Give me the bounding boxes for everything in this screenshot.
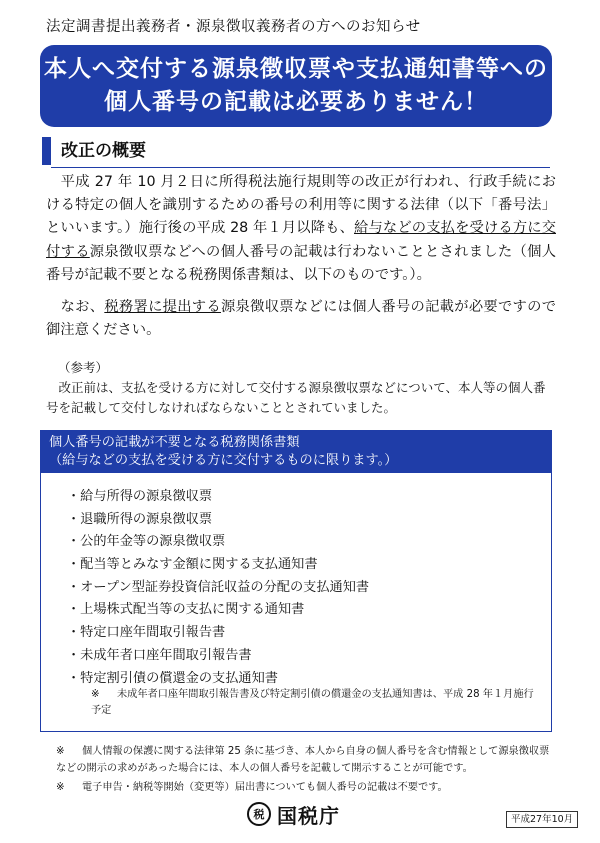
nta-logo — [247, 800, 340, 828]
footnote-mark: ※ — [56, 746, 65, 757]
footnote — [56, 780, 556, 797]
list-item: ・給与所得の源泉徴収票 — [67, 489, 213, 504]
paragraph-revision — [46, 171, 556, 287]
list-box-heading-line-2: （給与などの支払を受ける方に交付するものに限ります。） — [49, 453, 398, 468]
date-stamp: 平成27年10月 — [506, 811, 578, 828]
list-item: ・特定口座年間取引報告書 — [67, 625, 226, 641]
list-item: ・退職所得の源泉徴収票 — [67, 511, 213, 527]
seal-icon: 税 — [247, 802, 271, 826]
title-line-2: 個人番号の記載は必要ありません！ — [104, 89, 488, 115]
underlined-text: 給与などの支払を受ける方に交付する — [46, 220, 556, 260]
document-list — [67, 486, 369, 690]
logo-text: 国税庁 — [277, 803, 340, 828]
list-item: ・オープン型証券投資信託収益の分配の支払通知書 — [67, 579, 370, 595]
paragraph-text: なお、 — [46, 299, 105, 315]
note-text: 未成年者口座年間取引報告書及び特定割引債の償還金の支払通知書は、平成 28 年１月施行予定 — [91, 689, 534, 716]
list-box-heading — [41, 431, 551, 473]
list-box-note — [91, 687, 541, 719]
section-heading: 改正の概要 — [42, 137, 550, 165]
list-item: ・配当等とみなす金額に関する支払通知書 — [67, 557, 318, 573]
title-banner — [40, 45, 552, 127]
document-list-box — [40, 430, 552, 732]
reference-text: 改正前は、支払を受ける方に対して交付する源泉徴収票などについて、本人等の個人番号を記載して交付しなければならないこととされていました。 — [46, 380, 546, 415]
list-box-heading-line-1: 個人番号の記載が不要となる税務関係書類 — [49, 435, 300, 450]
paragraph-text: 源泉徴収票などには個人番号の記載が必要ですので御注意ください。 — [46, 299, 557, 339]
paragraph-caution — [46, 296, 556, 342]
list-item: ・公的年金等の源泉徴収票 — [67, 534, 226, 550]
footnote-text: 個人情報の保護に関する法律第 25 条に基づき、本人から自身の個人番号を含む情報として源泉徴収票などの開示の求めがあった場合には、本人の個人番号を記載して開示することが可能です。 — [56, 746, 550, 774]
list-item: ・上場株式配当等の支払に関する通知書 — [67, 602, 305, 618]
reference-label: （参考） — [58, 360, 109, 375]
footnote-mark: ※ — [56, 782, 65, 793]
footnote — [56, 744, 556, 777]
footnote-text: 電子申告・納税等開始（変更等）届出書についても個人番号の記載は不要です。 — [82, 782, 448, 793]
list-item: ・特定割引債の償還金の支払通知書 — [67, 670, 278, 686]
header-note: 法定調書提出義務者・源泉徴収義務者の方へのお知らせ — [46, 19, 421, 35]
paragraph-text: 源泉徴収票などへの個人番号の記載は行わないこととされました（個人番号が記載不要となる税務関係書類は、以下のものです。）。 — [46, 243, 556, 283]
title-line-1: 本人へ交付する源泉徴収票や支払通知書等への — [44, 56, 548, 82]
list-item: ・未成年者口座年間取引報告書 — [67, 647, 252, 663]
underlined-text: 税務署に提出する — [104, 299, 221, 315]
paragraph-text: 平成 27 年 10 月２日に所得税法施行規則等の改正が行われ、行政手続における特定の個人を識別するための番号の利用等に関する法律（以下「番号法」といいます。）施行後の平成 28 年１月以降も、 — [46, 174, 556, 237]
note-mark: ※ — [91, 689, 100, 700]
